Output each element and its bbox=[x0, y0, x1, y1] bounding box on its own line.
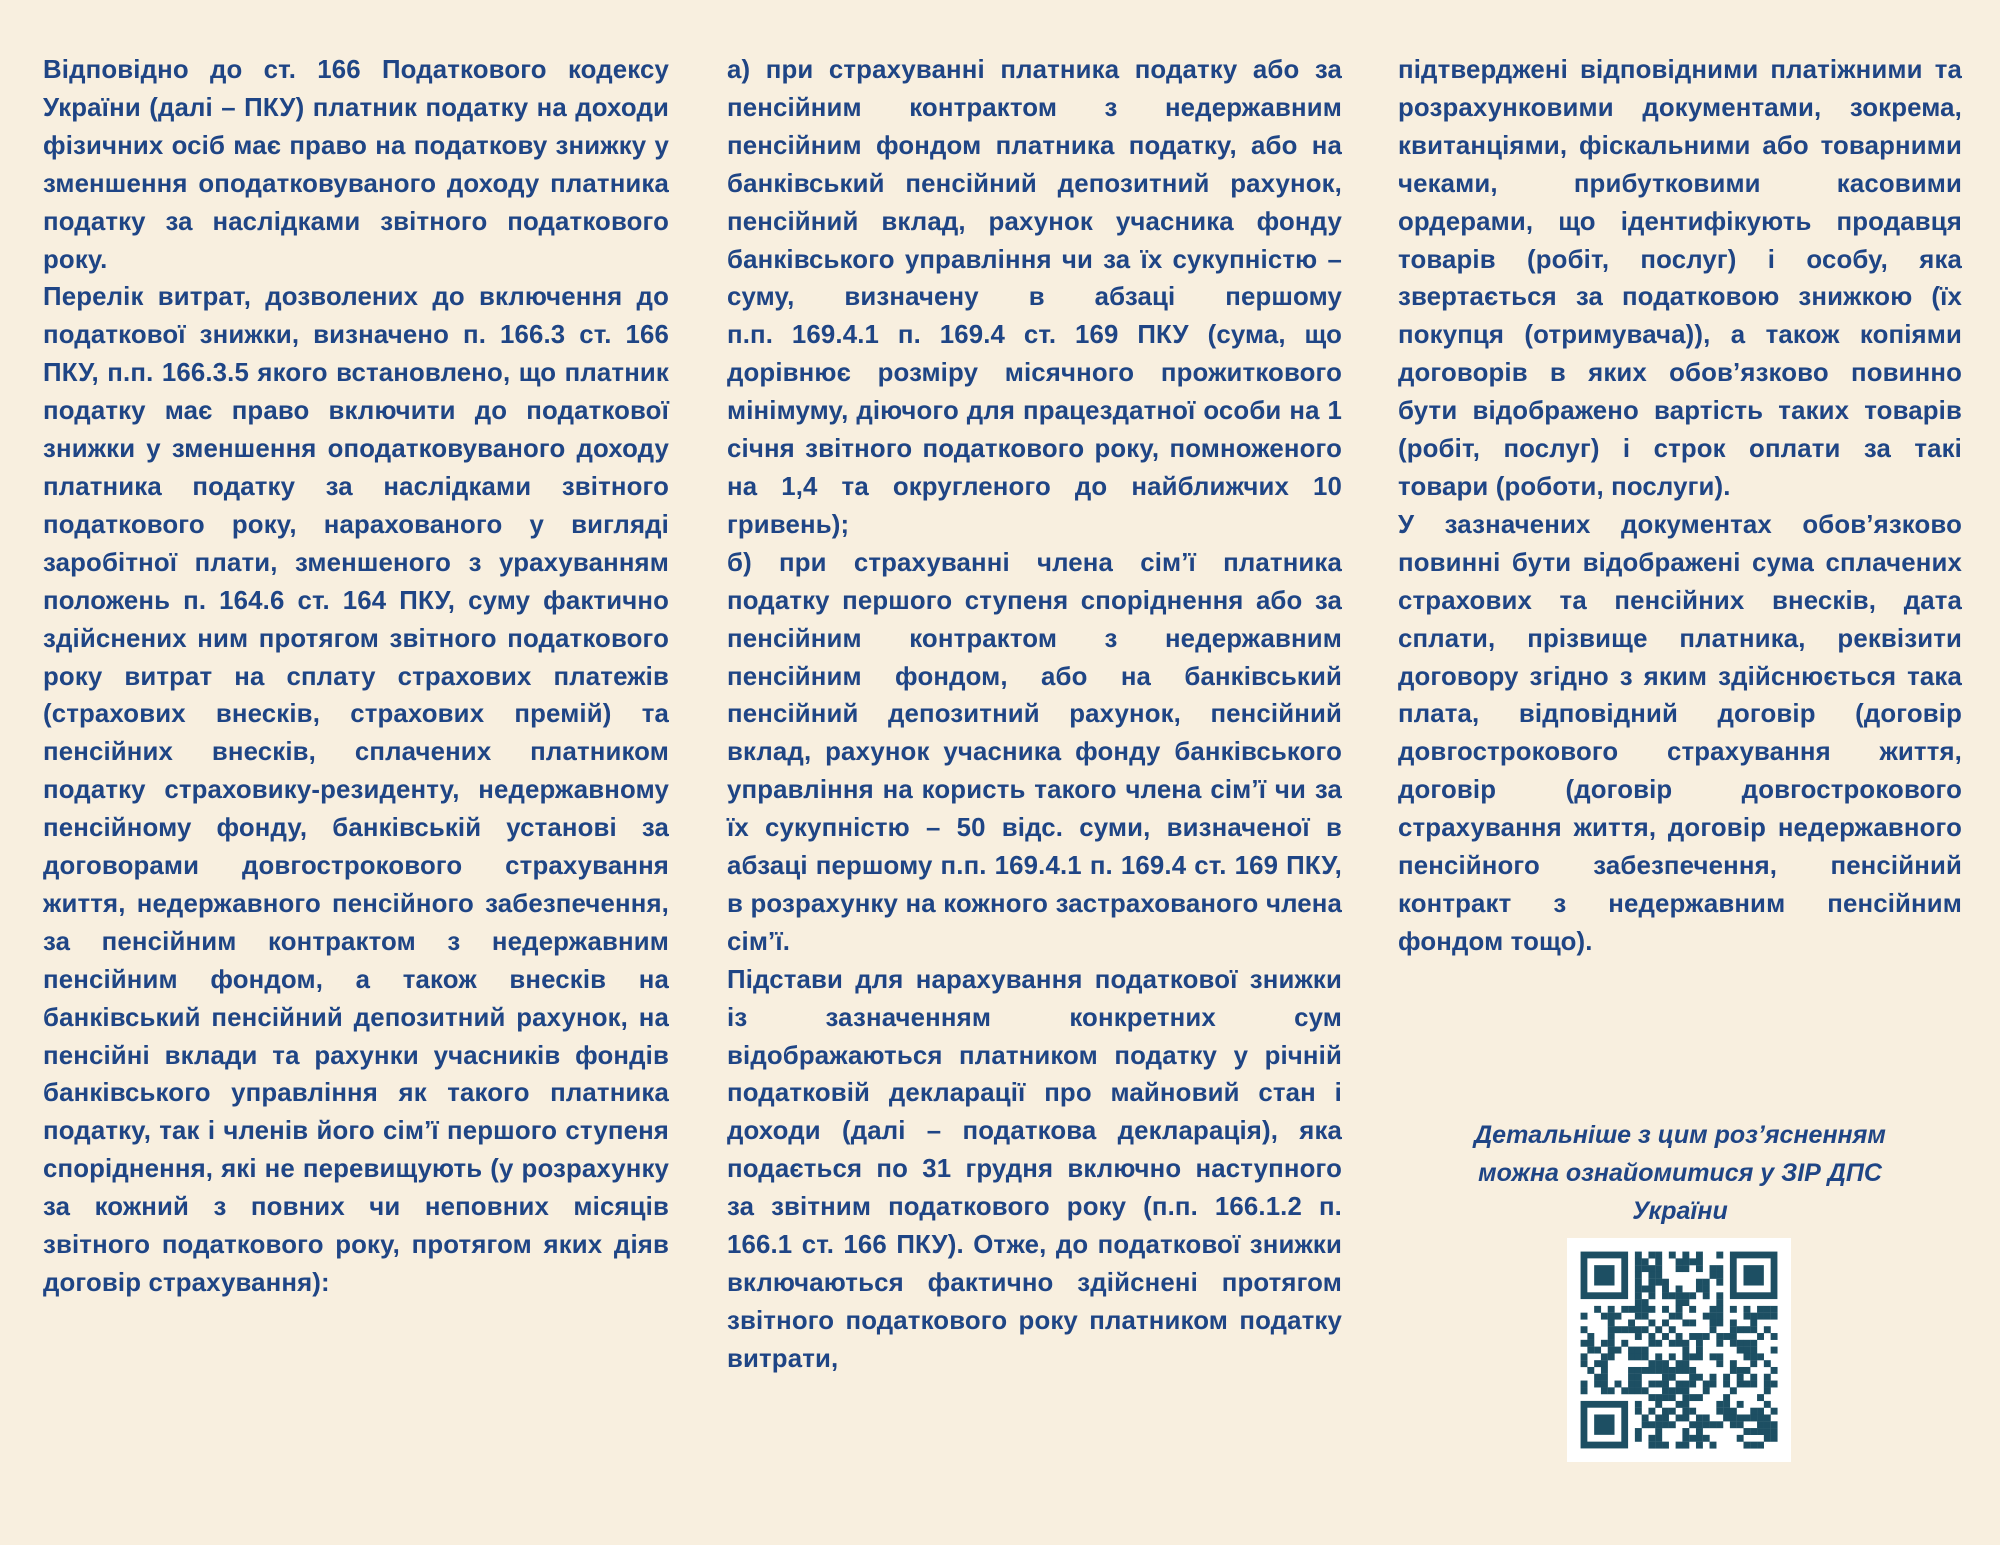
column-right bbox=[1398, 52, 1962, 962]
qr-code-graphic bbox=[1567, 1238, 1791, 1462]
paragraph-documents: підтверджені відповідними платіжними та розрахунковими документами, зокрема, квитанціями, фіскальними або товарними чеками, прибутковими касовими ордерами, що ідентифікують продавця товарів (робіт, послуг) і особу, яка звертається за податковою знижкою (їх покупця (отримувача)), а також копіями договорів в яких обов’язково повинно бути відображено вартість таких товарів (робіт, послуг) і строк оплати за такі товари (роботи, послуги). bbox=[1398, 56, 1962, 501]
column-middle bbox=[727, 52, 1342, 1379]
zir-reference-note: Детальніше з цим роз’ясненням можна ознайомитися у ЗІР ДПС України bbox=[1474, 1121, 1886, 1225]
qr-code-icon[interactable] bbox=[1567, 1238, 1791, 1462]
paragraph-a-part1: а) при страхуванні платника податку або за пенсійним контрактом з недержавним пенсійним фондом платника податку, або на банківський пенсійний депозитний рахунок, пенсійний вклад, рахунок учасника фонду банківського управління чи за їх сукупністю – суму, визначену в абзаці першому bbox=[727, 56, 1342, 312]
paragraph-b: б) при страхуванні члена сім’ї платника податку першого ступеня споріднення або за пенсійним контрактом з недержавним пенсійним фондом, або на банківський пенсійний депозитний рахунок, пенсійний вклад, рахунок учасника фонду банківського управління на користь такого члена сім’ї чи за їх сукупністю – 50 відс. суми, визначеної в абзаці першому п.п. 169.4.1 п. 169.4 ст. 169 ПКУ, в розрахунку на кожного застрахованого члена сім’ї. bbox=[727, 548, 1342, 956]
paragraph-declaration: Підстави для нарахування податкової знижки із зазначенням конкретних сум відображаються платником податку у річній податковій декларації про майновий стан і доходи (далі – податкова декларація), яка подається по 31 грудня включно наступного за звітним податкового року (п.п. 166.1.2 п. 166.1 ст. 166 ПКУ). Отже, до податкової знижки включаються фактично здійснені протягом звітного податкового року платником податку витрати, bbox=[727, 965, 1342, 1373]
paragraph-intro: Відповідно до ст. 166 Податкового кодексу України (далі – ПКУ) платник податку на доходи фізичних осіб має право на податкову знижку у зменшення оподатковуваного доходу платника податку за наслідками звітного податкового року. bbox=[43, 56, 669, 274]
column-left bbox=[43, 52, 669, 1303]
paragraph-required-details: У зазначених документах обов’язково повинні бути відображені сума сплачених страхових та пенсійних внесків, дата сплати, прізвище платника, реквізити договору згідно з яким здійснюється така плата, відповідний договір (договір довгострокового страхування життя, договір (договір довгострокового страхування життя, договір недержавного пенсійного забезпечення, пенсійний контракт з недержавним пенсійним фондом тощо). bbox=[1398, 510, 1962, 956]
paragraph-expense-list: Перелік витрат, дозволених до включення до податкової знижки, визначено п. 166.3 ст. 166 ПКУ, п.п. 166.3.5 якого встановлено, що платник податку має право включити до податкової знижки у зменшення оподатковуваного доходу платника податку за наслідками звітного податкового року, нарахованого у вигляді заробітної плати, зменшеного з урахуванням положень п. 164.6 ст. 164 ПКУ, суму фактично здійснених ним протягом звітного податкового року витрат на сплату страхових платежів (страхових внесків, страхових премій) та пенсійних внесків, сплачених платником податку страховику-резиденту, недержавному пенсійному фонду, банківській установі за договорами довгострокового страхування життя, недержавного пенсійного забезпечення, за пенсійним контрактом з недержавним пенсійним фондом, а також внесків на банківський пенсійний депозитний рахунок, на пенсійні вклади та рахунки учасників фондів банківського управління як такого платника податку, так і членів його сім’ї першого ступеня споріднення, які не перевищують (у розрахунку за кожний з повних чи неповних місяців звітного податкового року, протягом яких діяв договір страхування): bbox=[43, 283, 669, 1297]
paragraph-a-part2: п.п. 169.4.1 п. 169.4 ст. 169 ПКУ (сума, що дорівнює розміру місячного прожиткового мінімуму, діючого для працездатної особи на 1 січня звітного податкового року, помноженого на 1,4 та округленого до найближчих 10 гривень); bbox=[727, 321, 1342, 539]
